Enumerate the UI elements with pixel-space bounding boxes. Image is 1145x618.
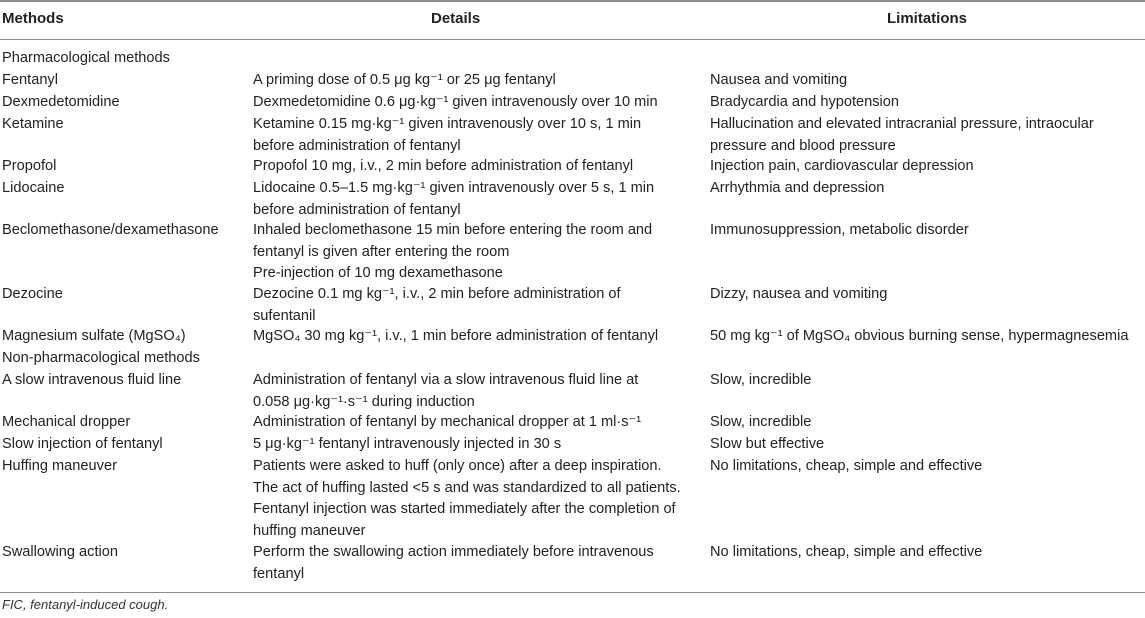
details-line: 0.058 μg·kg⁻¹·s⁻¹ during induction bbox=[253, 393, 475, 410]
limitations-line: pressure and blood pressure bbox=[710, 137, 896, 154]
method-cell: Ketamine bbox=[2, 116, 64, 132]
header-methods: Methods bbox=[2, 10, 64, 27]
details-line: Inhaled beclomethasone 15 min before entering the room and bbox=[253, 222, 653, 238]
method-cell: Pharmacological methods bbox=[2, 50, 170, 66]
limitations-line: 50 mg kg⁻¹ of MgSO₄ obvious burning sense, hypermagnesemia bbox=[710, 328, 1129, 344]
method-cell: Propofol bbox=[2, 158, 57, 174]
limitations-line: Dizzy, nausea and vomiting bbox=[710, 286, 888, 302]
details-line: fentanyl is given after entering the room bbox=[253, 243, 510, 260]
limitations-line: No limitations, cheap, simple and effective bbox=[710, 544, 983, 560]
details-line: sufentanil bbox=[253, 307, 316, 324]
method-cell: Dexmedetomidine bbox=[2, 94, 120, 110]
method-cell: A slow intravenous fluid line bbox=[2, 372, 182, 388]
limitations-line: Slow, incredible bbox=[710, 414, 812, 430]
bottom-rule bbox=[0, 592, 1145, 593]
details-line: Propofol 10 mg, i.v., 2 min before administration of fentanyl bbox=[253, 158, 634, 174]
header-rule bbox=[0, 39, 1145, 40]
details-line: Fentanyl injection was started immediately after the completion of bbox=[253, 501, 676, 517]
method-cell: Swallowing action bbox=[2, 544, 119, 560]
limitations-line: Bradycardia and hypotension bbox=[710, 94, 900, 110]
details-line: Administration of fentanyl via a slow intravenous fluid line at bbox=[253, 372, 639, 388]
details-line: Dezocine 0.1 mg kg⁻¹, i.v., 2 min before administration of bbox=[253, 286, 621, 302]
method-cell: Dezocine bbox=[2, 286, 63, 302]
header-limitations: Limitations bbox=[887, 10, 968, 27]
method-cell: Slow injection of fentanyl bbox=[2, 436, 163, 452]
details-line: Pre-injection of 10 mg dexamethasone bbox=[253, 265, 503, 281]
limitations-line: Nausea and vomiting bbox=[710, 72, 848, 88]
method-cell: Lidocaine bbox=[2, 180, 65, 196]
details-line: Dexmedetomidine 0.6 μg·kg⁻¹ given intravenously over 10 min bbox=[253, 94, 658, 110]
details-line: huffing maneuver bbox=[253, 522, 366, 539]
details-line: before administration of fentanyl bbox=[253, 201, 461, 218]
limitations-line: Immunosuppression, metabolic disorder bbox=[710, 222, 969, 238]
details-line: A priming dose of 0.5 μg kg⁻¹ or 25 μg fentanyl bbox=[253, 72, 556, 88]
table-footnote: FIC, fentanyl-induced cough. bbox=[2, 597, 169, 612]
limitations-line: No limitations, cheap, simple and effective bbox=[710, 458, 983, 474]
method-cell: Huffing maneuver bbox=[2, 458, 117, 474]
method-cell: Non-pharmacological methods bbox=[2, 350, 200, 366]
details-line: Administration of fentanyl by mechanical dropper at 1 ml·s⁻¹ bbox=[253, 414, 642, 430]
details-line: Ketamine 0.15 mg·kg⁻¹ given intravenously over 10 s, 1 min bbox=[253, 116, 642, 132]
details-line: Perform the swallowing action immediately before intravenous bbox=[253, 544, 654, 560]
limitations-line: Slow but effective bbox=[710, 436, 825, 452]
top-rule bbox=[0, 0, 1145, 2]
limitations-line: Hallucination and elevated intracranial pressure, intraocular bbox=[710, 116, 1094, 132]
method-cell: Beclomethasone/dexamethasone bbox=[2, 222, 219, 238]
method-cell: Magnesium sulfate (MgSO₄) bbox=[2, 328, 186, 344]
details-line: before administration of fentanyl bbox=[253, 137, 461, 154]
details-line: fentanyl bbox=[253, 565, 305, 582]
details-line: Lidocaine 0.5–1.5 mg·kg⁻¹ given intravenously over 5 s, 1 min bbox=[253, 180, 655, 196]
header-details: Details bbox=[431, 10, 481, 27]
limitations-line: Arrhythmia and depression bbox=[710, 180, 885, 196]
method-cell: Fentanyl bbox=[2, 72, 58, 88]
limitations-line: Slow, incredible bbox=[710, 372, 812, 388]
details-line: 5 μg·kg⁻¹ fentanyl intravenously injected in 30 s bbox=[253, 436, 562, 452]
limitations-line: Injection pain, cardiovascular depression bbox=[710, 158, 974, 174]
method-cell: Mechanical dropper bbox=[2, 414, 131, 430]
details-line: The act of huffing lasted <5 s and was standardized to all patients. bbox=[253, 479, 681, 496]
details-line: MgSO₄ 30 mg kg⁻¹, i.v., 1 min before administration of fentanyl bbox=[253, 328, 659, 344]
details-line: Patients were asked to huff (only once) after a deep inspiration. bbox=[253, 458, 662, 474]
